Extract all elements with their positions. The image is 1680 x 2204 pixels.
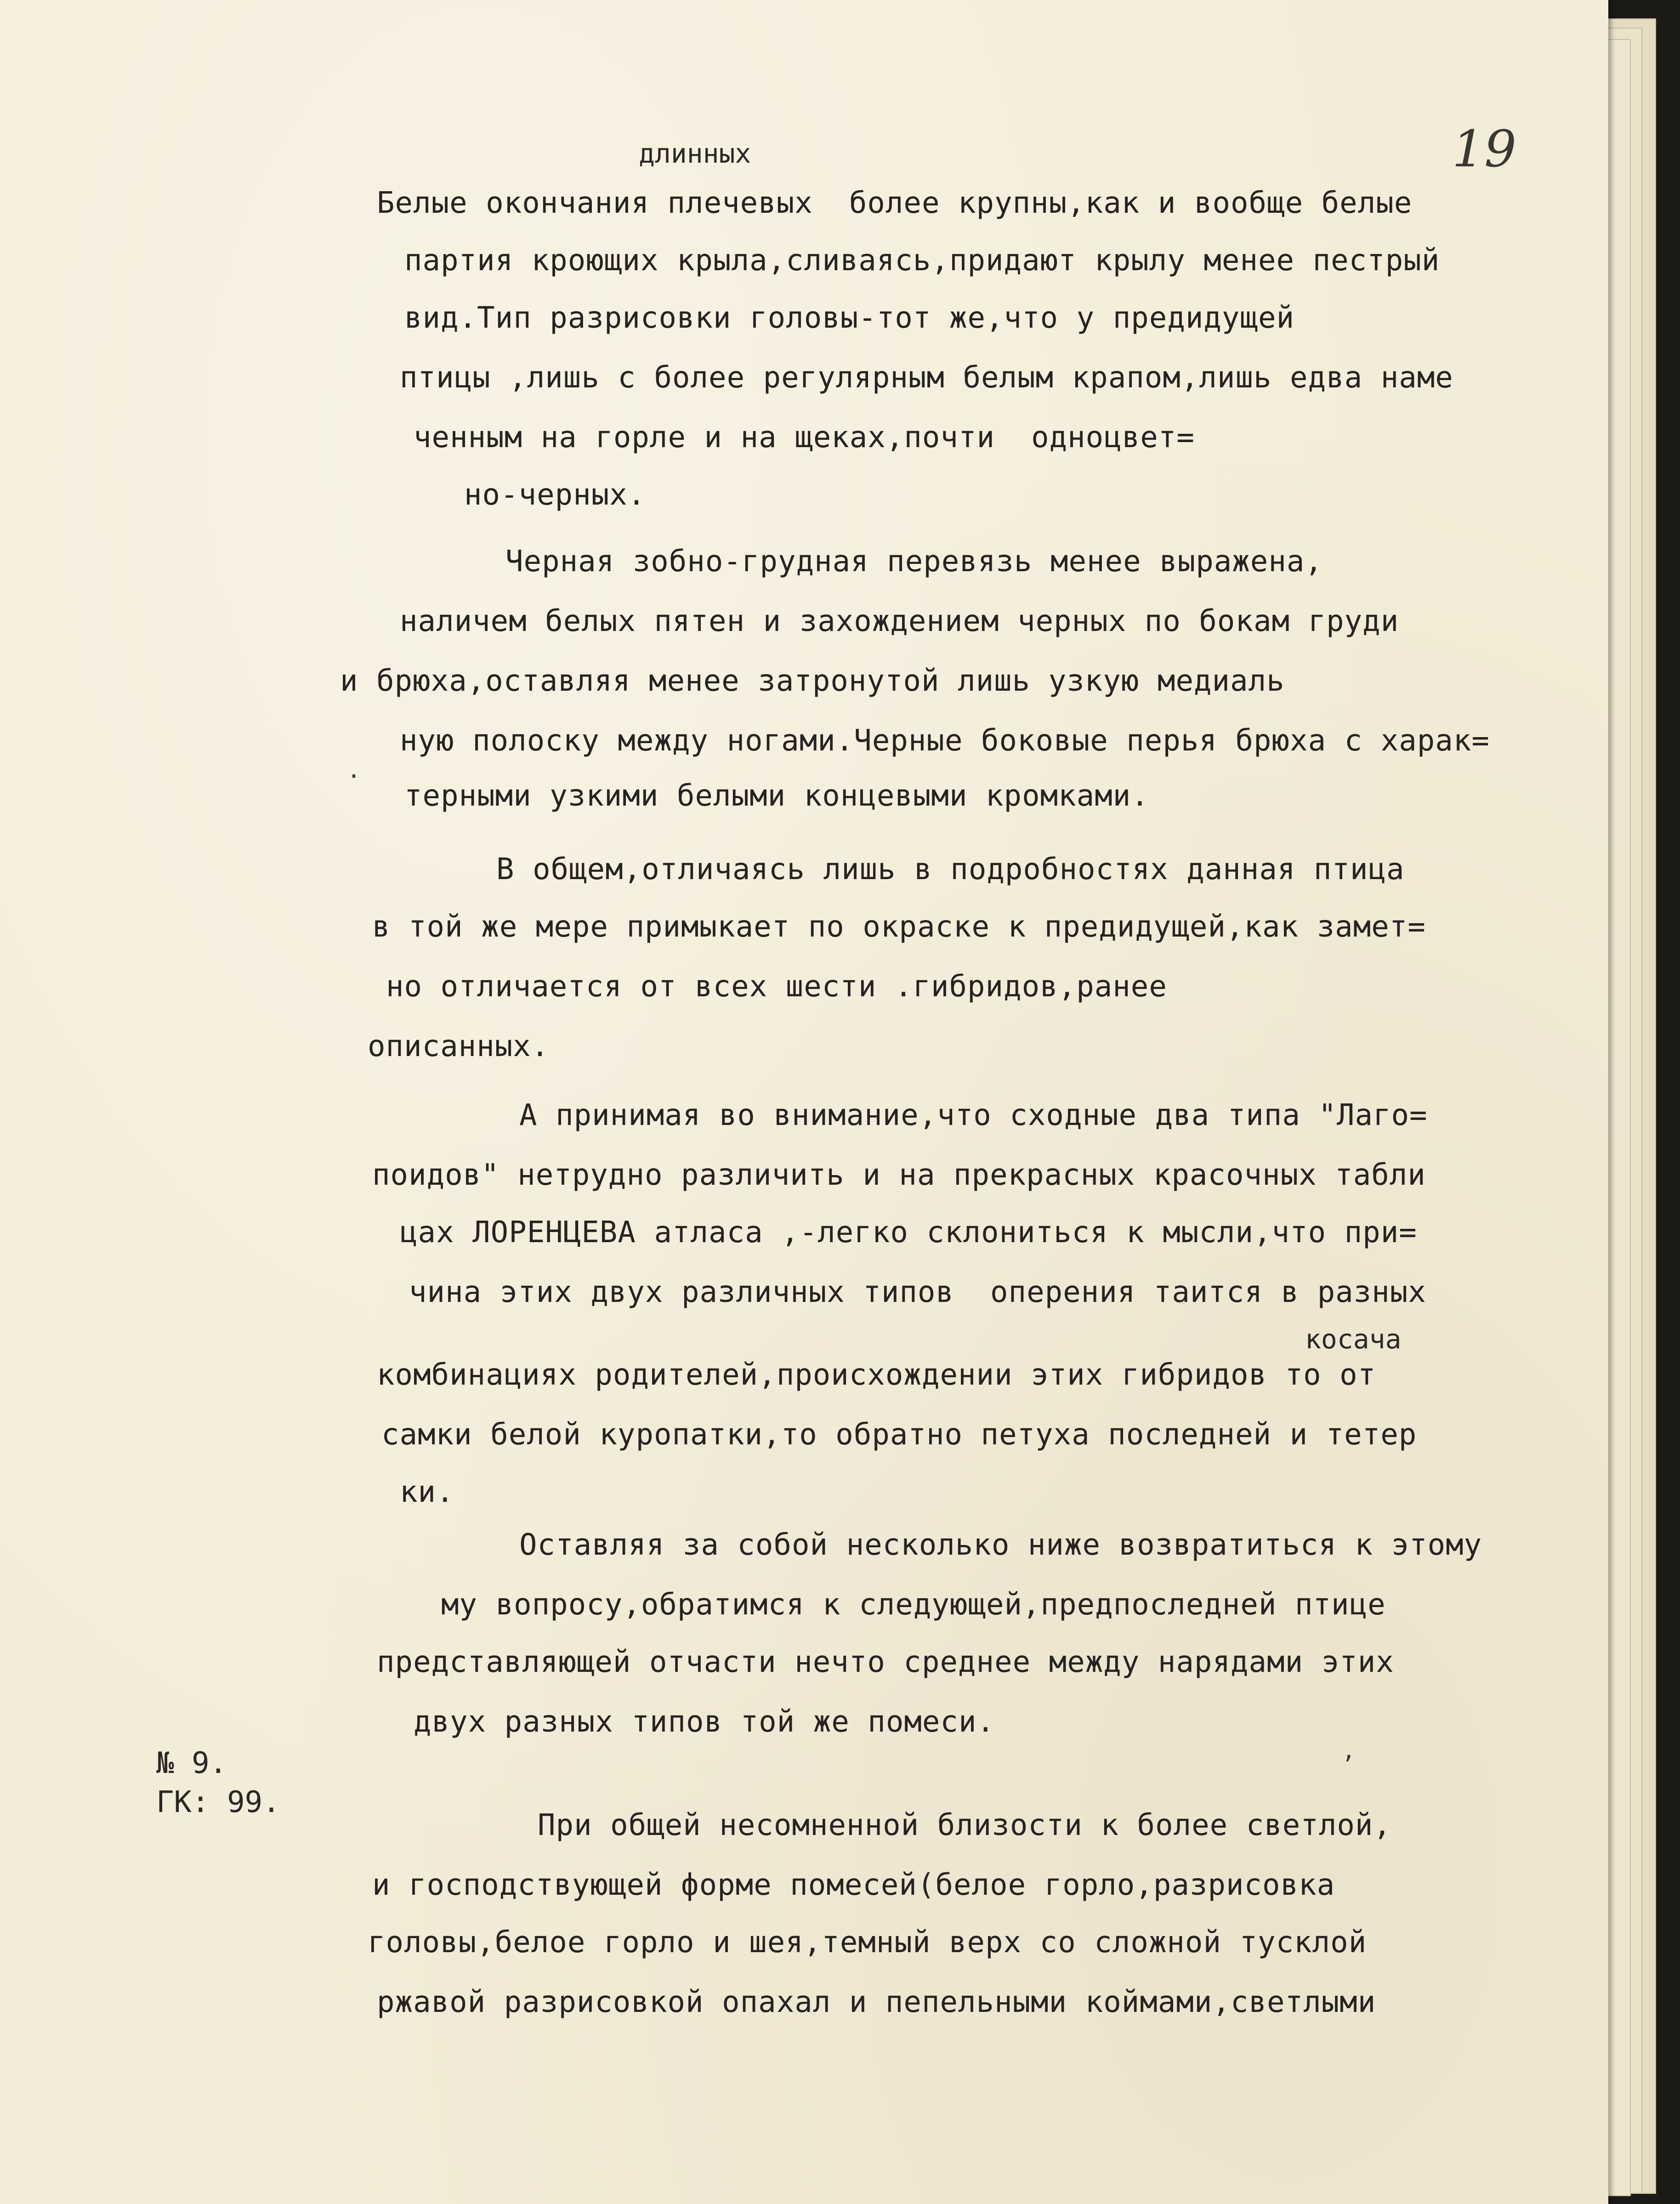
text-line: А принимая во внимание,что сходные два типа "Лаго= (519, 1098, 1428, 1132)
text-line: При общей несомненной близости к более светлой, (538, 1808, 1391, 1842)
text-line: самки белой куропатки,то обратно петуха последней и тетер (381, 1418, 1417, 1452)
above-line-insertion: длинных (639, 138, 751, 169)
folio-number: 19 (1452, 119, 1516, 178)
text-line: и брюха,оставляя менее затронутой лишь узкую медиаль (340, 664, 1285, 698)
text-line: и господствующей форме помесей(белое горло,разрисовка (372, 1868, 1335, 1902)
text-line: двух разных типов той же помеси. (414, 1705, 995, 1739)
text-line: наличем белых пятен и захождением черных по бокам груди (400, 604, 1399, 638)
text-line: представляющей отчасти нечто среднее между нарядами этих (377, 1645, 1394, 1679)
text-line: Черная зобно-грудная перевязь менее выражена, (505, 545, 1323, 579)
text-line: ржавой разрисовкой опахал и пепельными коймами,светлыми (377, 1985, 1376, 2019)
margin-item-number: № 9. (156, 1746, 227, 1780)
text-line: терными узкими белыми концевыми кромками. (404, 779, 1149, 813)
text-line: В общем,отличаясь лишь в подробностях данная птица (496, 852, 1405, 886)
text-line: вид.Тип разрисовки головы-тот же,что у предидущей (404, 301, 1295, 335)
text-line: птицы ,лишь с более регулярным белым крапом,лишь едва наме (400, 361, 1453, 395)
text-line: но отличается от всех шести .гибридов,ранее (386, 970, 1167, 1004)
text-line: Белые окончания плечевых более крупны,как и вообще белые (377, 186, 1413, 220)
text-line: головы,белое горло и шея,темный верх со сложной тусклой (368, 1926, 1367, 1960)
above-line-insertion: косача (1305, 1324, 1402, 1355)
text-line: му вопросу,обратимся к следующей,предпоследней птице (441, 1588, 1386, 1622)
pencil-mark: · (347, 763, 361, 790)
margin-gk-number: ГК: 99. (156, 1785, 280, 1819)
text-line: описанных. (368, 1029, 550, 1063)
text-line: ную полоску между ногами.Черные боковые перья брюха с харак= (400, 724, 1490, 758)
text-line: Оставляя за собой несколько ниже возвратиться к этому (519, 1528, 1482, 1562)
text-line: комбинациях родителей,происхождении этих гибридов то от (377, 1358, 1376, 1392)
text-line: чина этих двух различных типов оперения таится в разных (409, 1275, 1426, 1309)
text-line: в той же мере примыкает по окраске к предидущей,как замет= (372, 910, 1426, 944)
text-line: партия кроющих крыла,сливаясь,придают крылу менее пестрый (404, 244, 1440, 278)
text-line: цах ЛОРЕНЦЕВА атласа ,-легко склониться к мысли,что при= (400, 1216, 1417, 1250)
text-line: поидов" нетрудно различить и на прекрасных красочных табли (372, 1158, 1426, 1192)
text-line: ки. (400, 1475, 454, 1509)
text-line: но-черных. (464, 478, 646, 512)
text-line: ченным на горле и на щеках,почти одноцвет= (414, 420, 1195, 454)
pencil-mark: , (1342, 1737, 1356, 1764)
